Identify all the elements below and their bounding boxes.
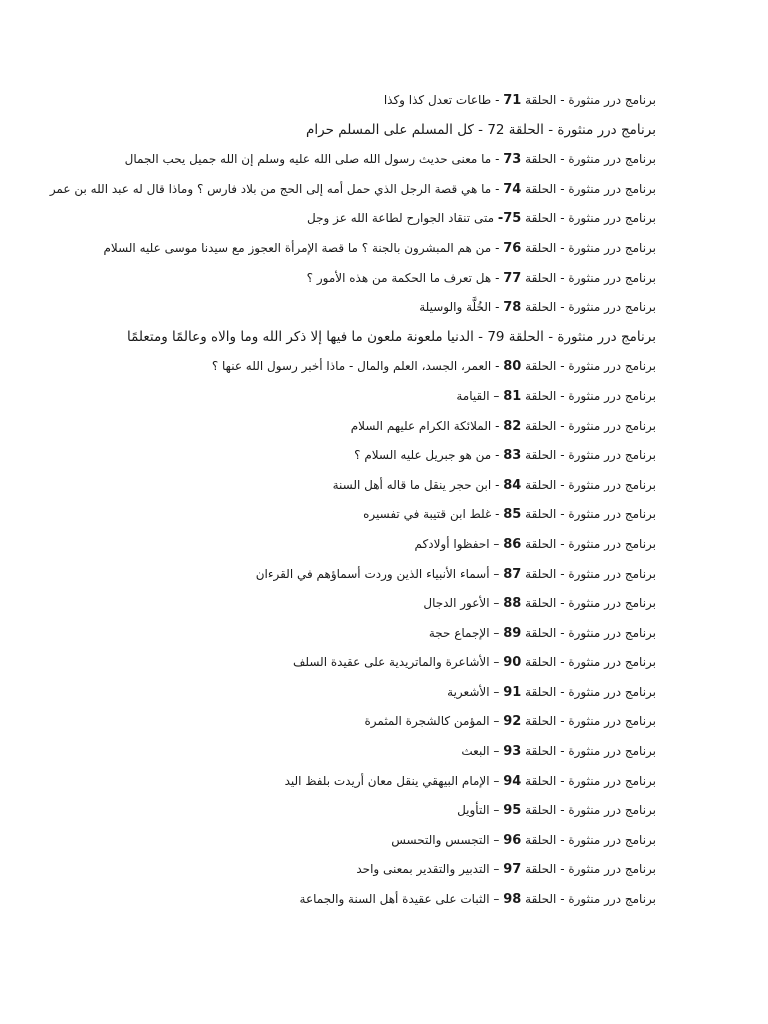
separator: - xyxy=(556,536,569,551)
episode-separator: – xyxy=(493,655,500,670)
episode-number: 71 xyxy=(503,93,522,108)
episode-word: الحلقة xyxy=(525,714,557,729)
episode-separator: - xyxy=(495,270,500,285)
episode-title: الدنيا ملعونة ملعون ما فيها إلا ذكر الله وما والاه وعالمًا ومتعلمًا xyxy=(126,328,474,345)
episode-separator: - xyxy=(495,359,500,374)
episode-separator: – xyxy=(493,566,500,581)
episode-title: غلط ابن قتيبة في تفسيره xyxy=(363,507,492,522)
episode-word: الحلقة xyxy=(525,625,557,640)
episode-title: القيامة xyxy=(456,388,490,403)
episode-number: 72 xyxy=(487,121,505,138)
episode-list xyxy=(49,86,656,915)
episode-number: 82 xyxy=(503,418,522,434)
episode-separator: – xyxy=(493,388,500,403)
episode-separator: - xyxy=(495,240,500,255)
episode-line xyxy=(60,796,656,826)
episode-word: الحلقة xyxy=(525,655,557,670)
episode-separator: – xyxy=(493,773,500,788)
separator: - xyxy=(556,359,569,374)
program-name: برنامج درر منثورة xyxy=(568,684,656,699)
episode-title: ابن حجر ينقل ما قاله أهل السنة xyxy=(332,477,492,492)
separator: - xyxy=(556,152,569,167)
program-name: برنامج درر منثورة xyxy=(568,300,656,315)
episode-title: كل المسلم على المسلم حرام xyxy=(306,121,474,138)
episode-number: 91 xyxy=(503,684,522,700)
program-name: برنامج درر منثورة xyxy=(568,862,656,877)
episode-title: الملائكة الكرام عليهم السلام xyxy=(350,418,492,433)
episode-line xyxy=(60,648,656,678)
program-name: برنامج درر منثورة xyxy=(568,270,656,285)
episode-separator: - xyxy=(495,93,500,107)
separator: - xyxy=(556,300,569,315)
separator: - xyxy=(556,566,569,581)
separator: - xyxy=(556,684,569,699)
episode-separator: – xyxy=(493,625,500,640)
separator: - xyxy=(556,270,569,285)
episode-word: الحلقة xyxy=(525,211,557,226)
program-name: برنامج درر منثورة xyxy=(568,418,656,433)
episode-title: الأعور الدجال xyxy=(423,596,490,611)
episode-line xyxy=(60,382,656,412)
episode-title: الأشاعرة والماتريدية على عقيدة السلف xyxy=(292,655,490,670)
separator: - xyxy=(556,211,569,226)
episode-separator: - xyxy=(495,300,500,315)
program-name: برنامج درر منثورة xyxy=(568,566,656,581)
episode-number: 96 xyxy=(503,832,522,848)
episode-line xyxy=(60,412,656,442)
program-name: برنامج درر منثورة xyxy=(568,93,656,107)
program-name: برنامج درر منثورة xyxy=(568,477,656,492)
episode-separator: – xyxy=(493,714,500,729)
episode-line xyxy=(60,619,656,649)
episode-line xyxy=(49,175,656,205)
episode-separator: - xyxy=(478,121,484,138)
episode-word: الحلقة xyxy=(525,892,557,907)
episode-word: الحلقة xyxy=(525,832,557,847)
episode-word: الحلقة xyxy=(525,300,557,315)
program-name: برنامج درر منثورة xyxy=(568,359,656,374)
episode-separator: – xyxy=(493,596,500,611)
episode-title: من هو جبريل عليه السلام ؟ xyxy=(354,448,492,463)
episode-word: الحلقة xyxy=(525,418,557,433)
episode-line xyxy=(60,678,656,708)
episode-line xyxy=(60,530,656,560)
episode-number: 88 xyxy=(503,596,522,612)
episode-separator: - xyxy=(495,181,500,196)
episode-word: الحلقة xyxy=(525,93,557,107)
episode-line xyxy=(60,293,656,323)
episode-word: الحلقة xyxy=(525,270,557,285)
program-name: برنامج درر منثورة xyxy=(557,328,656,345)
separator: - xyxy=(556,655,569,670)
episode-number: 92 xyxy=(503,714,522,730)
episode-separator: – xyxy=(493,803,500,818)
separator: - xyxy=(543,328,558,345)
separator: - xyxy=(556,93,569,107)
episode-number: 90 xyxy=(503,655,522,671)
separator: - xyxy=(556,596,569,611)
program-name: برنامج درر منثورة xyxy=(568,596,656,611)
episode-separator: - xyxy=(495,448,500,463)
episode-number: 94 xyxy=(503,773,522,789)
episode-line xyxy=(60,560,656,590)
separator: - xyxy=(556,448,569,463)
episode-word: الحلقة xyxy=(525,507,557,522)
separator: - xyxy=(556,862,569,877)
separator: - xyxy=(556,744,569,759)
episode-line xyxy=(60,589,656,619)
episode-number: 87 xyxy=(503,566,522,582)
program-name: برنامج درر منثورة xyxy=(568,507,656,522)
episode-line xyxy=(60,441,656,471)
episode-separator: - xyxy=(495,507,500,522)
episode-title: الإجماع حجة xyxy=(428,625,490,640)
program-name: برنامج درر منثورة xyxy=(568,388,656,403)
episode-separator: - xyxy=(495,477,500,492)
episode-title: التجسس والتحسس xyxy=(391,832,490,847)
program-name: برنامج درر منثورة xyxy=(568,655,656,670)
episode-word: الحلقة xyxy=(525,448,557,463)
episode-title: من هم المبشرون بالجنة ؟ ما قصة الإمرأة العجوز مع سيدنا موسى عليه السلام xyxy=(103,240,492,255)
episode-number: 93 xyxy=(503,744,522,760)
program-name: برنامج درر منثورة xyxy=(568,773,656,788)
episode-line xyxy=(60,116,656,146)
episode-number: 97 xyxy=(503,862,522,878)
separator: - xyxy=(543,121,558,138)
separator: - xyxy=(556,625,569,640)
episode-number: 81 xyxy=(503,388,522,404)
episode-title: ما هي قصة الرجل الذي حمل أمه إلى الحج من بلاد فارس ؟ وماذا قال له عبد الله بن عمر xyxy=(49,181,492,196)
episode-number: 83 xyxy=(503,448,522,464)
separator: - xyxy=(556,803,569,818)
episode-number: 84 xyxy=(503,477,522,493)
separator: - xyxy=(556,388,569,403)
program-name: برنامج درر منثورة xyxy=(568,536,656,551)
episode-title: التدبير والتقدير بمعنى واحد xyxy=(356,862,490,877)
separator: - xyxy=(556,240,569,255)
episode-title: الأشعرية xyxy=(447,684,490,699)
episode-line xyxy=(60,826,656,856)
program-name: برنامج درر منثورة xyxy=(568,803,656,818)
episode-word: الحلقة xyxy=(525,359,557,374)
episode-word: الحلقة xyxy=(525,152,557,167)
episode-line xyxy=(60,885,656,915)
episode-word: الحلقة xyxy=(525,181,557,196)
program-name: برنامج درر منثورة xyxy=(568,832,656,847)
episode-number: 79 xyxy=(487,328,505,345)
episode-separator: - xyxy=(495,152,500,167)
episode-title: هل تعرف ما الحكمة من هذه الأمور ؟ xyxy=(306,270,492,285)
episode-line xyxy=(60,86,656,116)
separator: - xyxy=(556,181,569,196)
episode-number: 77 xyxy=(503,270,522,286)
program-name: برنامج درر منثورة xyxy=(568,892,656,907)
program-name: برنامج درر منثورة xyxy=(568,714,656,729)
separator: - xyxy=(556,714,569,729)
episode-number: 89 xyxy=(503,625,522,641)
episode-title: البعث xyxy=(461,744,490,759)
episode-line xyxy=(60,767,656,797)
episode-number: 86 xyxy=(503,536,522,552)
episode-line xyxy=(60,500,656,530)
separator: - xyxy=(556,507,569,522)
episode-title: المؤمن كالشجرة المثمرة xyxy=(364,714,490,729)
episode-title: الخُلَّة والوسيلة xyxy=(419,300,492,315)
episode-line xyxy=(60,145,656,175)
program-name: برنامج درر منثورة xyxy=(568,448,656,463)
episode-separator: – xyxy=(493,684,500,699)
episode-separator: – xyxy=(493,536,500,551)
episode-title: العمر، الجسد، العلم والمال - ماذا أخبر رسول الله عنها ؟ xyxy=(211,359,492,374)
program-name: برنامج درر منثورة xyxy=(568,152,656,167)
episode-word: الحلقة xyxy=(508,328,544,345)
episode-title: طاعات تعدل كذا وكذا xyxy=(383,93,492,107)
episode-line xyxy=(60,352,656,382)
episode-word: الحلقة xyxy=(525,773,557,788)
episode-word: الحلقة xyxy=(525,477,557,492)
episode-title: متى تنقاد الجوارح لطاعة الله عز وجل xyxy=(306,211,494,226)
episode-separator: – xyxy=(493,832,500,847)
episode-number: 78 xyxy=(503,300,522,316)
episode-number: 73 xyxy=(503,152,522,168)
episode-separator: – xyxy=(493,892,500,907)
program-name: برنامج درر منثورة xyxy=(568,211,656,226)
separator: - xyxy=(556,773,569,788)
episode-number: 95 xyxy=(503,803,522,819)
episode-title: الثبات على عقيدة أهل السنة والجماعة xyxy=(299,892,490,907)
episode-title: التأويل xyxy=(457,803,490,818)
program-name: برنامج درر منثورة xyxy=(557,121,656,138)
episode-title: أسماء الأنبياء الذين وردت أسماؤهم في القرءان xyxy=(255,566,490,581)
episode-line xyxy=(60,234,656,264)
episode-line xyxy=(60,204,656,234)
program-name: برنامج درر منثورة xyxy=(568,240,656,255)
episode-line xyxy=(60,323,656,353)
episode-line xyxy=(60,737,656,767)
separator: - xyxy=(556,832,569,847)
episode-number: 80 xyxy=(503,359,522,375)
episode-title: احفظوا أولادكم xyxy=(414,536,490,551)
program-name: برنامج درر منثورة xyxy=(568,744,656,759)
program-name: برنامج درر منثورة xyxy=(568,181,656,196)
episode-line xyxy=(60,855,656,885)
episode-word: الحلقة xyxy=(525,862,557,877)
episode-separator: - xyxy=(478,328,484,345)
episode-word: الحلقة xyxy=(525,240,557,255)
episode-separator: – xyxy=(493,862,500,877)
episode-number: 74 xyxy=(503,181,522,197)
program-name: برنامج درر منثورة xyxy=(568,625,656,640)
episode-number: 76 xyxy=(503,240,522,256)
episode-number: 98 xyxy=(503,892,522,908)
episode-word: الحلقة xyxy=(525,566,557,581)
episode-number: 75- xyxy=(497,211,522,227)
episode-word: الحلقة xyxy=(525,684,557,699)
separator: - xyxy=(556,418,569,433)
episode-line xyxy=(60,471,656,501)
episode-separator: – xyxy=(493,744,500,759)
separator: - xyxy=(556,892,569,907)
episode-word: الحلقة xyxy=(525,596,557,611)
episode-word: الحلقة xyxy=(525,744,557,759)
episode-word: الحلقة xyxy=(525,803,557,818)
episode-word: الحلقة xyxy=(525,536,557,551)
episode-number: 85 xyxy=(503,507,522,523)
episode-title: الإمام البيهقي ينقل معان أريدت بلفظ اليد xyxy=(284,773,490,788)
episode-word: الحلقة xyxy=(525,388,557,403)
episode-line xyxy=(60,707,656,737)
separator: - xyxy=(556,477,569,492)
episode-line xyxy=(60,264,656,294)
episode-word: الحلقة xyxy=(508,121,544,138)
episode-title: ما معنى حديث رسول الله صلى الله عليه وسلم إن الله جميل يحب الجمال xyxy=(124,152,492,167)
episode-separator: - xyxy=(495,418,500,433)
